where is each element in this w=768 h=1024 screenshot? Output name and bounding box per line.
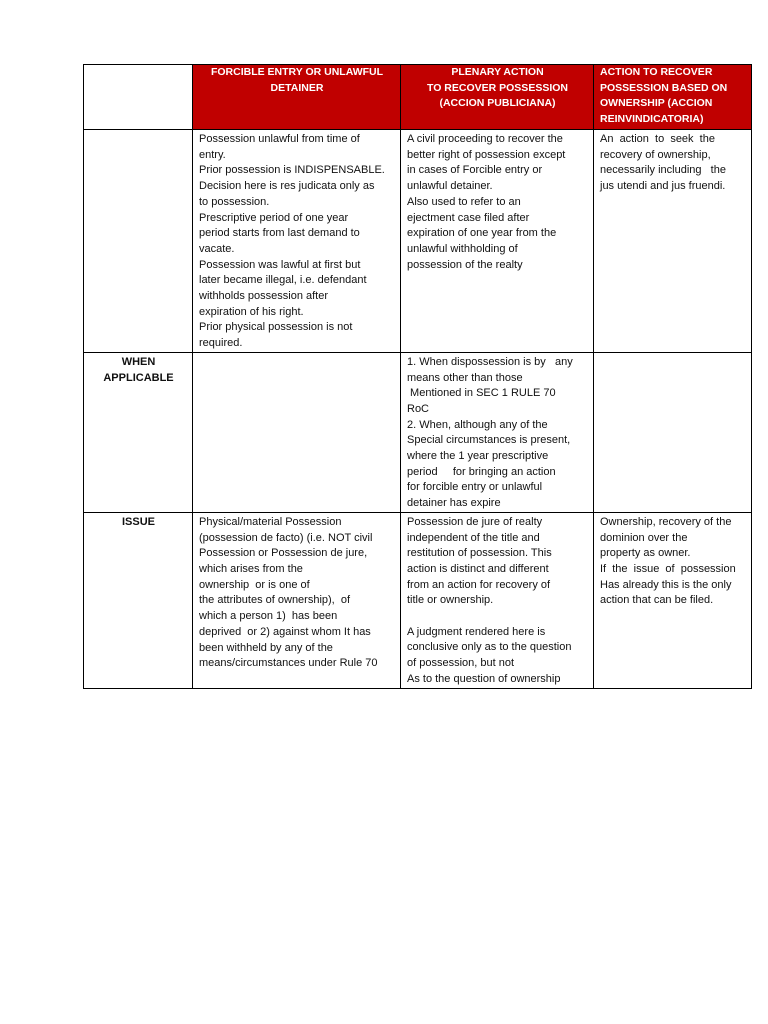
- cell-text: means/circumstances under Rule 70: [199, 657, 378, 670]
- cell-text: recovery of ownership,: [600, 148, 711, 161]
- cell-text: title or ownership.: [407, 594, 494, 607]
- issue-accion-reinvindicatoria-cell: [594, 512, 752, 688]
- cell-text: to possession.: [199, 195, 270, 208]
- cell-text: Possession de jure of realty: [407, 515, 543, 528]
- cell-text: which arises from the: [199, 562, 303, 575]
- cell-text: of possession, but not: [407, 657, 515, 670]
- cell-text: 1. When dispossession is by any: [407, 355, 573, 368]
- issue-forcible-entry-cell: [193, 512, 401, 688]
- table-row-issue: [84, 512, 752, 688]
- header-accion-publiciana: [401, 65, 594, 130]
- row-label-issue: [84, 512, 193, 688]
- cell-text: expiration of one year from the: [407, 227, 557, 240]
- cell-text: A civil proceeding to recover the: [407, 133, 563, 145]
- cell-text: 2. When, although any of the: [407, 418, 548, 431]
- cell-text: later became illegal, i.e. defendant: [199, 274, 367, 287]
- cell-text: withholds possession after: [199, 290, 329, 303]
- cell-text: [407, 609, 588, 625]
- row-label-text: ISSUE: [121, 515, 155, 528]
- cell-text: ejectment case filed after: [407, 211, 530, 224]
- when-applicable-accion-publiciana-cell: [401, 352, 594, 512]
- table-row-definition: [84, 130, 752, 353]
- cell-text: required.: [199, 337, 243, 350]
- cell-text: Prior physical possession is not: [199, 321, 353, 334]
- row-label-when-applicable: [84, 352, 193, 512]
- row-label-cell: [84, 130, 193, 353]
- cell-text: where the 1 year prescriptive: [407, 450, 549, 463]
- cell-text: ownership or is one of: [199, 578, 310, 591]
- cell-text: Ownership, recovery of the: [600, 515, 732, 528]
- cell-text: (possession de facto) (i.e. NOT civil: [199, 531, 373, 544]
- cell-text: in cases of Forcible entry or: [407, 164, 543, 177]
- header-text: PLENARY ACTION: [451, 66, 544, 78]
- cell-text: RoC: [407, 402, 430, 415]
- cell-text: Possession unlawful from time of: [199, 133, 360, 145]
- cell-text: the attributes of ownership), of: [199, 594, 351, 607]
- cell-text: period for bringing an action: [407, 465, 556, 478]
- cell-text: Possession was lawful at first but: [199, 258, 361, 271]
- row-label-text: WHEN: [121, 355, 156, 368]
- header-text: REINVINDICATORIA): [600, 112, 704, 125]
- cell-text: deprived or 2) against whom It has: [199, 625, 371, 638]
- cell-text: Also used to refer to an: [407, 195, 521, 208]
- cell-text: Prior possession is INDISPENSABLE.: [199, 164, 385, 177]
- cell-text: from an action for recovery of: [407, 578, 551, 591]
- cell-text: possession of the realty: [407, 258, 523, 271]
- cell-text: vacate.: [199, 242, 235, 255]
- cell-text: for forcible entry or unlawful: [407, 481, 543, 494]
- issue-accion-publiciana-cell: [401, 512, 594, 688]
- cell-text: better right of possession except: [407, 148, 566, 161]
- cell-text: Prescriptive period of one year: [199, 211, 349, 224]
- cell-text: Possession or Possession de jure,: [199, 547, 368, 560]
- cell-text: action is distinct and different: [407, 562, 549, 575]
- header-text: FORCIBLE ENTRY OR UNLAWFUL: [210, 66, 384, 78]
- cell-text: An action to seek the: [600, 133, 715, 145]
- header-text: ACTION TO RECOVER: [600, 66, 713, 78]
- cell-text: As to the question of ownership: [407, 672, 561, 685]
- cell-text: Special circumstances is present,: [407, 434, 571, 447]
- cell-text: Has already this is the only: [600, 578, 732, 591]
- cell-text: dominion over the: [600, 531, 688, 544]
- definition-forcible-entry-cell: [193, 130, 401, 353]
- when-applicable-forcible-entry-cell: [193, 352, 401, 512]
- cell-text: unlawful detainer.: [407, 180, 493, 193]
- header-text: POSSESSION BASED ON: [600, 81, 728, 94]
- cell-text: detainer has expire: [407, 497, 501, 510]
- cell-text: necessarily including the: [600, 164, 726, 177]
- cell-text: A judgment rendered here is: [407, 625, 546, 638]
- cell-text: Decision here is res judicata only as: [199, 180, 375, 193]
- table-row-when-applicable: [84, 352, 752, 512]
- header-forcible-entry: [193, 65, 401, 130]
- cell-text: action that can be filed.: [600, 594, 714, 607]
- cell-text: independent of the title and: [407, 531, 540, 544]
- header-text: TO RECOVER POSSESSION: [426, 81, 568, 94]
- cell-text: conclusive only as to the question: [407, 641, 572, 654]
- cell-text: Mentioned in SEC 1 RULE 70: [407, 387, 556, 400]
- cell-text: restitution of possession. This: [407, 547, 552, 560]
- cell-text: property as owner.: [600, 547, 691, 560]
- header-row: [84, 65, 752, 130]
- cell-text: which a person 1) has been: [199, 610, 338, 623]
- header-text: OWNERSHIP (ACCION: [600, 97, 713, 109]
- definition-accion-reinvindicatoria-cell: [594, 130, 752, 353]
- header-corner-cell: [84, 65, 193, 130]
- when-applicable-accion-reinvindicatoria-cell: [594, 352, 752, 512]
- cell-text: If the issue of possession: [600, 562, 736, 575]
- row-label-text: APPLICABLE: [103, 371, 174, 384]
- cell-text: jus utendi and jus fruendi.: [600, 180, 726, 193]
- header-accion-reinvindicatoria: [594, 65, 752, 130]
- header-text: (ACCION PUBLICIANA): [439, 97, 556, 109]
- header-text: DETAINER: [270, 81, 324, 94]
- definition-accion-publiciana-cell: [401, 130, 594, 353]
- cell-text: expiration of his right.: [199, 305, 304, 318]
- cell-text: unlawful withholding of: [407, 242, 518, 255]
- cell-text: been withheld by any of the: [199, 641, 333, 654]
- cell-text: period starts from last demand to: [199, 227, 360, 240]
- cell-text: means other than those: [407, 371, 523, 384]
- comparison-table: [83, 64, 752, 689]
- cell-text: entry.: [199, 148, 226, 161]
- cell-text: Physical/material Possession: [199, 515, 342, 528]
